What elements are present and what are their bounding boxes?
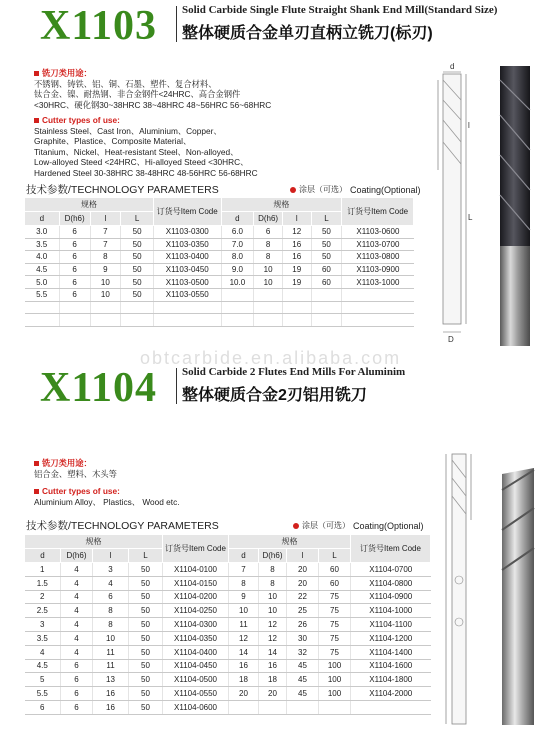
usage-block-en [34,486,180,507]
table-cell: 16 [282,251,311,264]
table-cell: 5.0 [25,276,60,289]
table-row [25,631,431,645]
table-cell: 6 [59,238,90,251]
dim-label-l: l [468,121,470,130]
table-cell: 100 [319,673,351,687]
header-row [25,198,414,212]
table-cell: 16 [282,238,311,251]
table-cell: 50 [129,645,163,659]
table-cell: X1103-0600 [342,226,414,239]
table-cell: 50 [129,590,163,604]
column-header: L [129,549,163,563]
table-cell [90,314,121,327]
table-cell: 19 [282,276,311,289]
table-cell [59,314,90,327]
table-cell: X1104-1400 [351,645,431,659]
table-cell [282,301,311,314]
table-cell: 8 [259,563,287,577]
table-cell: 6 [61,687,93,701]
usage-line: Low-alloyed Steed <24HRC、Hi-alloyed Steed <30HRC、 [34,157,249,167]
table-cell: 20 [259,687,287,701]
table-cell: 50 [311,251,342,264]
table-cell [311,288,342,301]
tool-shank [502,600,534,725]
table-cell [254,288,283,301]
table-cell: 100 [319,687,351,701]
table-cell [229,700,259,714]
table-row [25,238,414,251]
table-cell: X1104-0100 [163,563,229,577]
column-header: l [90,212,121,226]
table-cell: 50 [129,576,163,590]
table-cell: 20 [287,563,319,577]
title-divider [176,6,177,42]
product-title-cn: 整体硬质合金2刃铝用铣刀 [182,387,367,404]
table-cell: X1103-0300 [153,226,221,239]
table-cell: X1103-0700 [342,238,414,251]
table-cell: 50 [121,288,154,301]
table-cell: 3.5 [25,631,61,645]
product-code: X1103 [40,3,158,49]
table-cell [351,700,431,714]
column-header: D(h6) [254,212,283,226]
table-cell: 50 [121,263,154,276]
usage-heading-en: Cutter types of use: [42,115,120,125]
table-cell: 3.0 [25,226,60,239]
table-cell: 10 [93,631,129,645]
usage-line: 不锈钢、铸铁、铝、铜、石墨、塑件、复合材料、 [34,78,217,89]
table-cell: 4.5 [25,659,61,673]
table-cell: 2.5 [25,604,61,618]
column-header: l [282,212,311,226]
table-cell: 10 [90,276,121,289]
table-cell: 10 [259,604,287,618]
table-cell: 32 [287,645,319,659]
bullet-icon [34,71,39,76]
table-cell: 100 [319,659,351,673]
header-row [25,535,431,549]
table-row [25,276,414,289]
table-cell: X1103-1000 [342,276,414,289]
table-cell: 12 [259,631,287,645]
table-cell: 60 [319,563,351,577]
table-cell: 7.0 [221,238,254,251]
table-cell: 20 [287,576,319,590]
item-code-header: 订货号Item Code [153,198,221,226]
table-cell: 6 [59,276,90,289]
table-cell: 50 [129,631,163,645]
table-row [25,301,414,314]
table-cell: 9 [229,590,259,604]
product-section-x1104 [0,362,557,740]
table-cell: 16 [93,700,129,714]
table-cell: X1104-0400 [163,645,229,659]
table-row [25,604,431,618]
table-cell: 12 [229,631,259,645]
table-cell: X1103-0900 [342,263,414,276]
table-row [25,563,431,577]
table-cell: 4 [25,645,61,659]
table-cell: X1103-0400 [153,251,221,264]
product-title-en: Solid Carbide Single Flute Straight Shank End Mill(Standard Size) [182,4,498,16]
table-cell: 6 [254,226,283,239]
table-cell: 50 [311,238,342,251]
table-cell: 8 [90,251,121,264]
table-cell: 25 [287,604,319,618]
table-cell: 8 [254,251,283,264]
usage-line: Aluminium Alloy、 Plastics、 Wood etc. [34,496,180,507]
table-cell: 12 [259,618,287,632]
bullet-icon [34,118,39,123]
table-row [25,288,414,301]
table-cell: X1103-0500 [153,276,221,289]
column-header: D(h6) [59,212,90,226]
coating-dot-icon [290,187,296,193]
product-code: X1104 [40,365,158,411]
table-cell: 50 [129,700,163,714]
table-cell: X1104-1800 [351,673,431,687]
table-cell: X1104-0800 [351,576,431,590]
table-cell [121,301,154,314]
usage-line: Hardened Steel 30-38HRC 38-48HRC 48-56HRC 56-68HRC [34,167,258,178]
coating-note [290,184,421,195]
table-cell: 50 [311,226,342,239]
spec-header: 规格 [221,198,342,212]
tool-outline [443,74,461,324]
table-cell: 14 [259,645,287,659]
table-cell: 6 [25,700,61,714]
table-cell [342,288,414,301]
table-cell [319,700,351,714]
usage-heading-en: Cutter types of use: [42,486,120,496]
table-cell [254,314,283,327]
table-cell: 6 [61,700,93,714]
table-cell: X1104-0200 [163,590,229,604]
table-cell: X1104-2000 [351,687,431,701]
usage-block-en [34,115,258,178]
table-row [25,618,431,632]
usage-line: Stainless Steel、Cast Iron、Aluminium、Copper、 [34,125,222,136]
table-cell: 11 [93,659,129,673]
table-cell: 50 [121,276,154,289]
table-cell: 10 [254,276,283,289]
usage-line: Titanium、Nickel、Heat-resistant Steel、Non-alloyed、 [34,146,239,157]
table-cell: 1.5 [25,576,61,590]
table-cell: 2 [25,590,61,604]
table-cell: X1104-0500 [163,673,229,687]
table-row [25,687,431,701]
table-cell [342,314,414,327]
table-cell: 10 [229,604,259,618]
coating-note [293,520,424,531]
coating-label-cn: 涂层（可选） [299,185,347,194]
table-cell: 14 [229,645,259,659]
table-cell: 5 [25,673,61,687]
table-cell [254,301,283,314]
table-cell: 16 [93,687,129,701]
table-cell: 18 [229,673,259,687]
spec-header: 规格 [229,535,351,549]
table-cell [287,700,319,714]
table-cell [282,288,311,301]
table-cell: X1104-0450 [163,659,229,673]
end-mill-diagram [430,60,555,350]
table-cell [153,314,221,327]
table-cell: 75 [319,645,351,659]
table-cell: X1104-0550 [163,687,229,701]
table-cell [311,301,342,314]
table-cell: 4 [61,590,93,604]
table-cell: X1104-0150 [163,576,229,590]
table-cell: 16 [259,659,287,673]
usage-heading-cn: 铣刀类用途： [42,458,92,468]
table-cell: 8 [254,238,283,251]
item-code-header: 订货号Item Code [163,535,229,563]
table-cell: 50 [129,563,163,577]
table-cell: 20 [229,687,259,701]
table-cell: 16 [229,659,259,673]
table-row [25,251,414,264]
table-cell: 5.5 [25,687,61,701]
table-cell: 8 [259,576,287,590]
table-cell: X1104-0900 [351,590,431,604]
table-cell: 9 [90,263,121,276]
table-row [25,673,431,687]
parameters-table [24,534,431,715]
dim-label-d: d [450,62,455,71]
table-cell: X1103-0550 [153,288,221,301]
table-cell: 4 [61,576,93,590]
table-cell: 6 [59,251,90,264]
table-cell: 6 [59,288,90,301]
usage-block-cn [34,68,271,110]
table-cell: X1103-0800 [342,251,414,264]
column-header: D(h6) [61,549,93,563]
table-cell: 50 [129,618,163,632]
table-cell: X1104-1100 [351,618,431,632]
table-row [25,659,431,673]
table-cell: 75 [319,618,351,632]
table-cell: 13 [93,673,129,687]
column-header: l [287,549,319,563]
product-title-cn: 整体硬质合金单刃直柄立铣刀(标刃) [182,25,433,42]
watermark: obtcarbide.en.alibaba.com [140,348,402,368]
table-cell [59,301,90,314]
table-cell: 50 [121,238,154,251]
usage-line: Graphite、Plastice、Composite Material、 [34,136,192,146]
table-cell: 4.0 [25,251,60,264]
table-cell: 50 [129,659,163,673]
table-cell: 50 [129,687,163,701]
column-header: d [25,212,60,226]
table-cell: X1104-1000 [351,604,431,618]
table-cell [90,301,121,314]
table-cell: 3 [25,618,61,632]
table-cell [25,314,60,327]
table-cell: 6 [61,673,93,687]
table-cell: 10.0 [221,276,254,289]
table-cell: X1104-1200 [351,631,431,645]
product-section-x1103 [0,0,557,368]
usage-line: <30HRC、硬化钢30~38HRC 38~48HRC 48~56HRC 56~68HRC [34,99,272,110]
parameters-title: 技术参数/TECHNOLOGY PARAMETERS [26,184,219,196]
table-cell: 7 [90,226,121,239]
table-cell: 7 [90,238,121,251]
table-cell: 8 [229,576,259,590]
coating-label-en: Coating(Optional) [350,184,421,195]
column-header: d [229,549,259,563]
table-cell [259,700,287,714]
column-header: L [311,212,342,226]
table-cell [121,314,154,327]
table-cell: 4 [61,563,93,577]
table-cell: 10 [90,288,121,301]
table-cell: 60 [319,576,351,590]
usage-line: 铝合金、塑料、木头等 [34,468,117,479]
table-cell: 4 [61,618,93,632]
table-cell [311,314,342,327]
table-row [25,700,431,714]
end-mill-diagram [438,450,553,735]
table-cell: 12 [282,226,311,239]
table-cell: 6 [59,226,90,239]
table-cell: 45 [287,673,319,687]
table-row [25,590,431,604]
table-cell: 50 [121,226,154,239]
column-header: L [121,212,154,226]
table-cell: X1104-0250 [163,604,229,618]
coating-label-cn: 涂层（可选） [302,521,350,530]
table-cell: 26 [287,618,319,632]
table-cell: 11 [229,618,259,632]
table-cell: 7 [229,563,259,577]
table-row [25,226,414,239]
table-cell [25,301,60,314]
coating-label-en: Coating(Optional) [353,520,424,531]
table-cell: 75 [319,590,351,604]
coated-flute-body [500,66,530,246]
table-cell: 19 [282,263,311,276]
table-cell: 18 [259,673,287,687]
table-cell [221,314,254,327]
table-row [25,314,414,327]
table-cell: 6.0 [221,226,254,239]
table-cell: 50 [129,673,163,687]
table-cell: 50 [129,604,163,618]
table-cell: 6 [61,659,93,673]
column-header: d [25,549,61,563]
table-cell: X1103-0450 [153,263,221,276]
parameters-table [24,197,414,327]
table-cell: 45 [287,659,319,673]
table-cell: 4.5 [25,263,60,276]
coating-dot-icon [293,523,299,529]
table-cell: X1104-0300 [163,618,229,632]
table-cell: 1 [25,563,61,577]
table-cell: 9.0 [221,263,254,276]
table-cell: X1104-0600 [163,700,229,714]
tool-shank [500,246,530,346]
table-cell: 4 [93,576,129,590]
table-cell: 4 [61,645,93,659]
column-header: l [93,549,129,563]
dim-label-D: D [448,335,454,344]
product-title-en: Solid Carbide 2 Flutes End Mills For Aluminim [182,366,406,378]
table-cell: 11 [93,645,129,659]
table-cell: 60 [311,276,342,289]
item-code-header: 订货号Item Code [351,535,431,563]
table-cell [153,301,221,314]
table-cell: 8.0 [221,251,254,264]
table-cell: 45 [287,687,319,701]
usage-block-cn [34,458,117,479]
column-header: D(h6) [259,549,287,563]
spec-header: 规格 [25,535,163,549]
table-cell: X1103-0350 [153,238,221,251]
table-cell: 3 [93,563,129,577]
table-cell: 50 [121,251,154,264]
parameters-title: 技术参数/TECHNOLOGY PARAMETERS [26,520,219,532]
bullet-icon [34,489,39,494]
table-row [25,576,431,590]
table-cell [221,288,254,301]
table-cell: 60 [311,263,342,276]
item-code-header: 订货号Item Code [342,198,414,226]
table-cell: 8 [93,618,129,632]
polished-flute-body [502,468,534,606]
bullet-icon [34,461,39,466]
table-cell: 75 [319,631,351,645]
table-cell: 10 [254,263,283,276]
table-row [25,263,414,276]
usage-heading-cn: 铣刀类用途： [42,68,92,78]
table-cell: X1104-1600 [351,659,431,673]
table-cell: 3.5 [25,238,60,251]
table-cell: 4 [61,604,93,618]
table-cell: 10 [259,590,287,604]
table-cell: X1104-0350 [163,631,229,645]
table-cell [342,301,414,314]
tool-outline [452,454,466,724]
table-cell: 75 [319,604,351,618]
dim-label-L: L [468,213,473,222]
table-cell: 4 [61,631,93,645]
column-header: d [221,212,254,226]
usage-line: 钛合金、镍、耐热钢、非合金钢件<24HRC、高合金钢件 [34,89,241,99]
spec-header: 规格 [25,198,154,212]
column-header: L [319,549,351,563]
table-cell: X1104-0700 [351,563,431,577]
table-cell: 22 [287,590,319,604]
table-row [25,645,431,659]
table-cell: 6 [93,590,129,604]
title-divider [176,368,177,404]
table-cell: 8 [93,604,129,618]
table-cell [282,314,311,327]
table-cell: 5.5 [25,288,60,301]
table-cell: 6 [59,263,90,276]
table-cell [221,301,254,314]
table-cell: 30 [287,631,319,645]
